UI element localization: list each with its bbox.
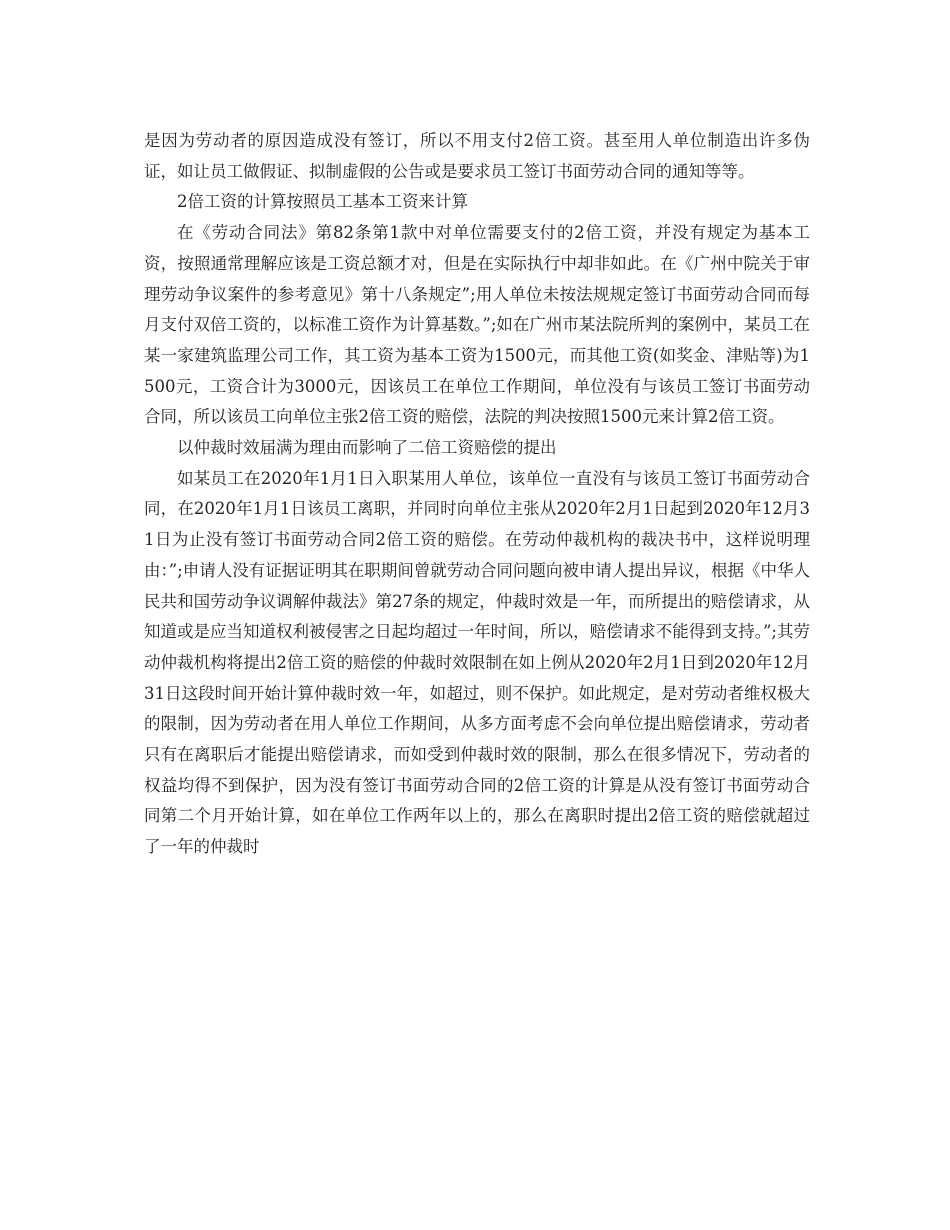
document-body bbox=[144, 126, 810, 863]
paragraph-heading-double-wage-basis: 2倍工资的计算按照员工基本工资来计算 bbox=[177, 192, 468, 212]
paragraph-5: 如某员工在2020年1月1日入职某用人单位，该单位一直没有与该员工签订书面劳动合同，在2020年1月1日该员工离职，并同时向单位主张从2020年2月1日起到2020年12月31日为止没有签订书面劳动合同2倍工资的赔偿。在劳动仲裁机构的裁决书中，这样说明理由：”;申请人没有证据证明其在职期间曾就劳动合同问题向被申请人提出异议，根据《中华人民共和国劳动争议调解仲裁法》第27条的规定，仲裁时效是一年，而所提出的赔偿请求，从知道或是应当知道权利被侵害之日起均超过一年时间，所以，赔偿请求不能得到支持。”;其劳动仲裁机构将提出2倍工资的赔偿的仲裁时效限制在如上例从2020年2月1日到2020年12月31日这段时间开始计算仲裁时效一年，如超过，则不保护。如此规定，是对劳动者维权极大的限制，因为劳动者在用人单位工作期间，从多方面考虑不会向单位提出赔偿请求，劳动者只有在离职后才能提出赔偿请求，而如受到仲裁时效的限制，那么在很多情况下，劳动者的权益均得不到保护，因为没有签订书面劳动合同的2倍工资的计算是从没有签订书面劳动合同第二个月开始计算，如在单位工作两年以上的，那么在离职时提出2倍工资的赔偿就超过了一年的仲裁时 bbox=[144, 468, 810, 857]
paragraph-1: 是因为劳动者的原因造成没有签订，所以不用支付2倍工资。甚至用人单位制造出许多伪证，如让员工做假证、拟制虚假的公告或是要求员工签订书面劳动合同的通知等等。 bbox=[144, 131, 810, 181]
paragraph-3: 在《劳动合同法》第82条第1款中对单位需要支付的2倍工资，并没有规定为基本工资，按照通常理解应该是工资总额才对，但是在实际执行中却非如此。在《广州中院关于审理劳动争议案件的参考意见》第十八条规定”;用人单位未按法规规定签订书面劳动合同而每月支付双倍工资的，以标准工资作为计算基数。”;如在广州市某法院所判的案例中，某员工在某一家建筑监理公司工作，其工资为基本工资为1500元，而其他工资(如奖金、津贴等)为1500元，工资合计为3000元，因该员工在单位工作期间，单位没有与该员工签订书面劳动合同，所以该员工向单位主张2倍工资的赔偿，法院的判决按照1500元来计算2倍工资。 bbox=[144, 223, 810, 427]
paragraph-heading-arbitration-limit: 以仲裁时效届满为理由而影响了二倍工资赔偿的提出 bbox=[177, 438, 557, 458]
